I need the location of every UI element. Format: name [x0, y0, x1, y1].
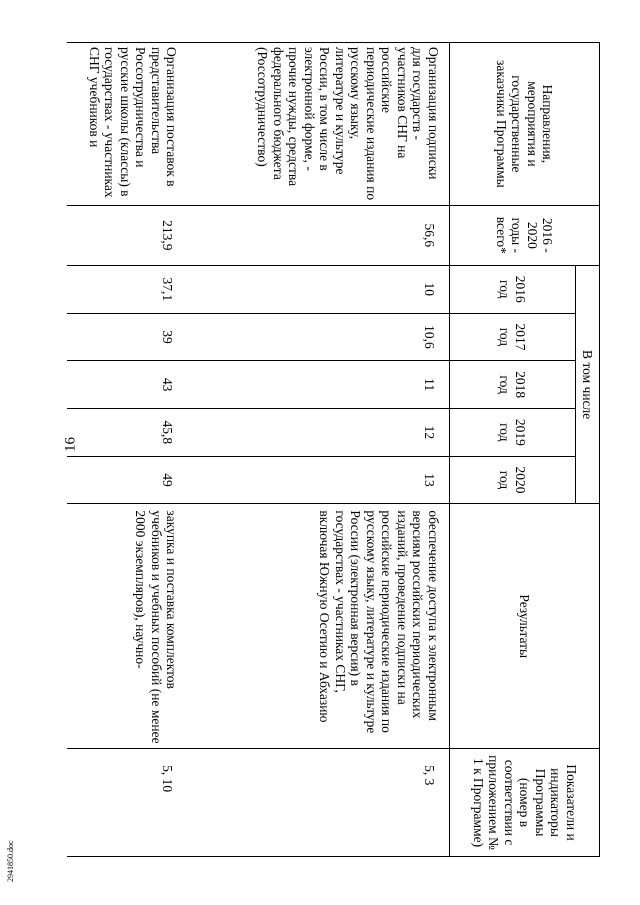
header-indicators: Показатели и индикаторы Программы (номер в соответствии с приложением № 1 к Программе)	[450, 749, 600, 857]
header-year-2017: 2017 год	[450, 313, 576, 361]
row-indicators: 5, 3	[188, 749, 450, 857]
row-year-2016: 10	[188, 265, 450, 313]
row-year-2020: 49	[68, 456, 188, 504]
table-row	[68, 43, 188, 857]
row-year-2020: 13	[188, 456, 450, 504]
document-code: 2941850.doc	[6, 840, 15, 882]
row-indicators: 5, 10	[68, 749, 188, 857]
row-results: закупка и поставка комплектов учебников и учебных пособий (не менее 2000 экземпляров), научно-	[68, 504, 188, 749]
header-year-2018: 2018 год	[450, 361, 576, 409]
program-table	[68, 42, 601, 857]
row-year-2019: 12	[188, 408, 450, 456]
page-number: 16	[62, 437, 79, 452]
header-results: Результаты	[450, 504, 600, 749]
row-total: 56,6	[188, 205, 450, 265]
header-direction: Направления, мероприятия и государственные заказчики Программы	[450, 43, 600, 206]
row-year-2018: 11	[188, 361, 450, 409]
header-year-2019: 2019 год	[450, 408, 576, 456]
header-including: В том числе	[576, 265, 600, 503]
row-year-2017: 39	[68, 313, 188, 361]
row-results: обеспечение доступа к электронным версиям российских периодических изданий, проведение подписки на российские периодические издания по русскому языку, литературе и культуре России (электронная версия) в государствах - участниках СНГ, включая Южную Осетию и Абхазию	[188, 504, 450, 749]
row-total: 213,9	[68, 205, 188, 265]
row-direction: Организация поставок в представительства Россотрудничества и русские школы (классы) в государствах - участниках СНГ учебников и	[68, 43, 188, 206]
row-direction: Организация подписки для государств - участников СНГ на российские периодические издания по русскому языку, литературе и культуре России, в том числе в электронной форме, - прочие нужды, средства федерального бюджета (Россотрудничество)	[188, 43, 450, 206]
row-year-2018: 43	[68, 361, 188, 409]
table-row	[188, 43, 450, 857]
row-year-2016: 37,1	[68, 265, 188, 313]
header-year-2020: 2020 год	[450, 456, 576, 504]
header-total: 2016 - 2020 годы - всего*	[450, 205, 600, 265]
header-year-2016: 2016 год	[450, 265, 576, 313]
row-year-2019: 45,8	[68, 408, 188, 456]
row-year-2017: 10,6	[188, 313, 450, 361]
program-table-container	[58, 42, 600, 857]
